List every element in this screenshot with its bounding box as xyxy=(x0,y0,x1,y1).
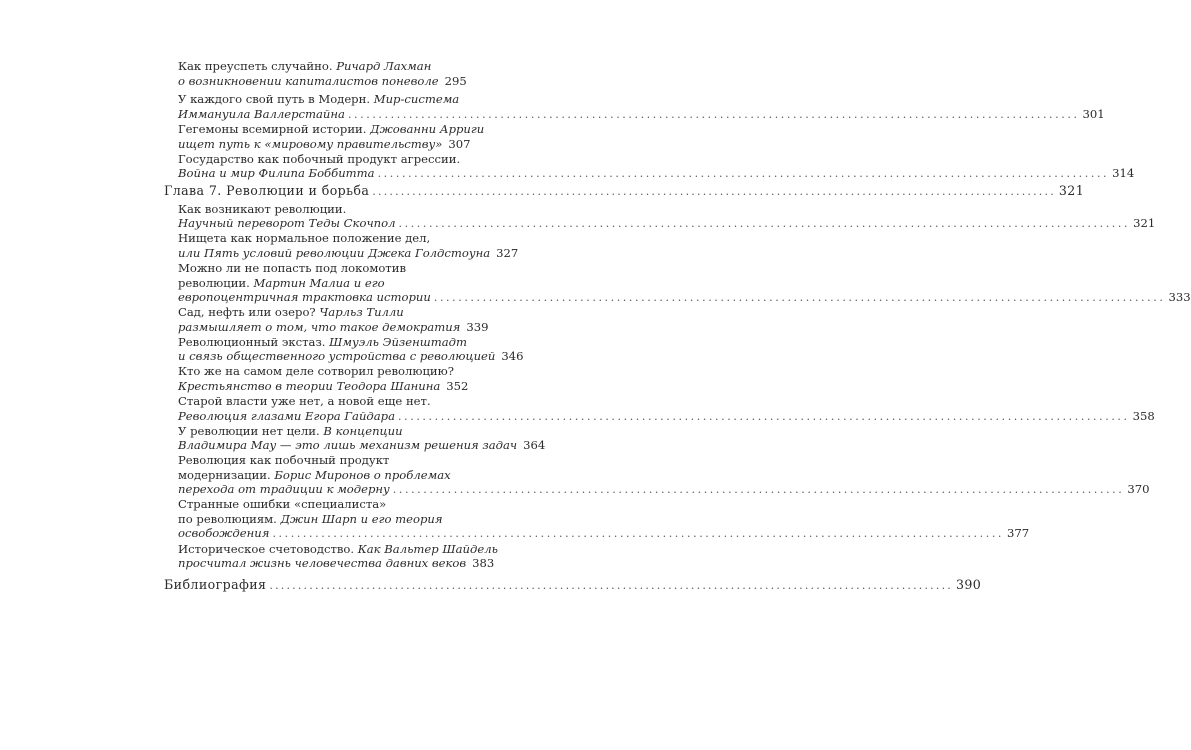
toc-line-italic: о возникновении капиталистов поневоле xyxy=(178,74,439,89)
toc-line-text: Можно ли не попасть под локомотив xyxy=(178,261,406,276)
toc-line-italic: размышляет о том, что такое демократия xyxy=(178,319,461,334)
toc-line-italic: Владимира Мау — это лишь механизм решения задач xyxy=(178,438,518,453)
page-number: 364 xyxy=(523,438,546,453)
page-number: 295 xyxy=(444,74,467,89)
toc-line-italic: Ричард Лахман xyxy=(336,59,432,73)
leader-dots: ........................................................................................................................ xyxy=(269,579,953,592)
toc-line-text: по революциям. xyxy=(178,511,281,526)
leader-dots: ........................................................................................................................ xyxy=(398,409,1130,423)
toc-line-text: Библиография xyxy=(164,577,267,592)
toc-line xyxy=(164,577,982,594)
toc-line-text: Странные ошибки «специалиста» xyxy=(178,497,387,512)
toc-line-text: Старой власти уже нет, а новой еще нет. xyxy=(178,394,431,409)
toc-line-text: Гегемоны всемирной истории. xyxy=(178,122,371,137)
page-number: 358 xyxy=(1132,408,1155,423)
page-number: 321 xyxy=(1133,216,1156,231)
toc-line-text: Государство как побочный продукт агрессии. xyxy=(178,151,461,166)
toc-line-italic: и связь общественного устройства с революцией xyxy=(178,349,496,364)
toc-line xyxy=(178,73,467,90)
page-number: 339 xyxy=(466,319,489,334)
toc-line-italic: Революция глазами Егора Гайдара xyxy=(178,408,396,423)
toc-line-text: Нищета как нормальное положение дел, xyxy=(178,231,431,246)
toc-line-italic: Шмуэль Эйзенштадт xyxy=(329,334,467,349)
leader-dots: ........................................................................................................................ xyxy=(347,107,1080,121)
toc-line-italic: Крестьянство в теории Теодора Шанина xyxy=(178,378,441,393)
toc-line-text: модернизации. xyxy=(178,467,275,482)
toc-line-text: Как преуспеть случайно. xyxy=(178,59,337,73)
toc-line-text: У каждого свой путь в Модерн. xyxy=(178,92,374,107)
page-number: 352 xyxy=(446,378,469,393)
toc-line xyxy=(178,555,495,572)
toc-line-text: Как возникают революции. xyxy=(178,201,347,216)
leader-dots: ........................................................................................................................ xyxy=(272,527,1005,541)
toc-line-italic: или Пять условий революции Джека Голдстоуна xyxy=(178,245,491,260)
toc-line-italic: Мир-система xyxy=(373,92,460,107)
toc-line-italic: Джованни Арриги xyxy=(370,122,485,137)
leader-dots: ........................................................................................................................ xyxy=(377,167,1110,181)
toc-line xyxy=(178,165,1135,182)
toc-line-italic: Чарльз Тилли xyxy=(319,305,404,320)
toc-line-text: Революция как побочный продукт xyxy=(178,453,390,468)
toc-line-italic: Мартин Малиа и его xyxy=(253,275,385,290)
toc-line-text: У революции нет цели. xyxy=(178,423,324,438)
toc-line-italic: Как Вальтер Шайдель xyxy=(357,541,498,556)
toc-line-italic: Джин Шарп и его теория xyxy=(280,511,443,526)
page-number: 390 xyxy=(955,577,982,592)
toc-line-text: Сад, нефть или озеро? xyxy=(178,305,320,320)
leader-dots: ........................................................................................................................ xyxy=(398,217,1131,231)
toc-line-italic: европоцентричная трактовка истории xyxy=(178,290,431,304)
toc-line xyxy=(164,182,1085,200)
toc-line-text: Кто же на самом деле сотворил революцию? xyxy=(178,364,454,379)
toc-line-italic: Борис Миронов о проблемах xyxy=(274,467,451,482)
page-number: 346 xyxy=(501,349,524,364)
page-number: 333 xyxy=(1168,290,1191,304)
page-number: 327 xyxy=(496,245,519,260)
toc-line-italic: освобождения xyxy=(178,526,270,541)
toc-line-italic: просчитал жизнь человечества давних веков xyxy=(178,555,467,570)
toc-line-text: Революционный экстаз. xyxy=(178,334,330,349)
toc-line-italic: перехода от традиции к модерну xyxy=(178,482,390,497)
page-number: 314 xyxy=(1112,166,1135,181)
toc-line-text: Историческое счетоводство. xyxy=(178,541,358,556)
leader-dots: ........................................................................................................................ xyxy=(392,483,1125,497)
toc-line-text: революции. xyxy=(178,275,254,290)
page-number: 307 xyxy=(448,136,471,151)
page-number: 377 xyxy=(1007,526,1030,541)
leader-dots: ........................................................................................................................ xyxy=(372,184,1056,198)
page-number: 370 xyxy=(1127,482,1150,497)
leader-dots: ........................................................................................................................ xyxy=(433,291,1166,304)
page-number: 301 xyxy=(1082,106,1105,121)
toc-line-italic: Война и мир Филипа Боббитта xyxy=(178,166,375,181)
toc-line-italic: В концепции xyxy=(323,423,403,438)
toc-line-italic: Иммануила Валлерстайна xyxy=(178,106,345,121)
toc-line-italic: ищет путь к «мировому правительству» xyxy=(178,136,443,151)
toc-line-text: Глава 7. Революции и борьба xyxy=(164,182,370,198)
toc-line-italic: Научный переворот Теды Скочпол xyxy=(178,216,396,231)
page-number: 321 xyxy=(1058,182,1085,198)
toc-line xyxy=(178,58,431,74)
page-number: 383 xyxy=(472,555,495,570)
